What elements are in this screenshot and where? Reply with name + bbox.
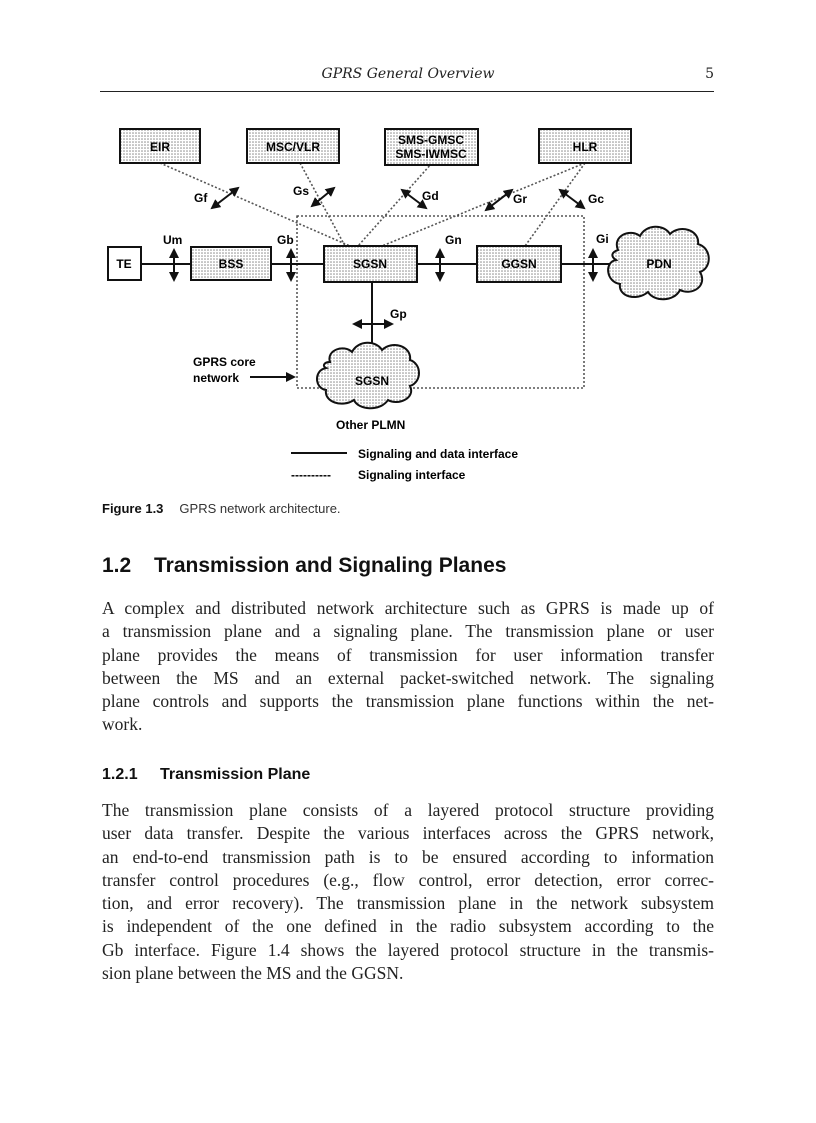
paragraph-line: plane controls and supports the transmission plane functions within the net- <box>102 691 714 712</box>
legend-solid-label: Signaling and data interface <box>358 447 519 461</box>
paragraph-line: Gb interface. Figure 1.4 shows the layered protocol structure in the transmis- <box>102 939 714 960</box>
other-sgsn-label: SGSN <box>354 374 390 388</box>
paragraph-line: a transmission plane and a signaling plane. The transmission plane or user <box>102 621 714 642</box>
legend-dashed-symbol: ---------- <box>291 468 331 482</box>
paragraph-line: work. <box>102 714 143 735</box>
paragraph-line: transfer control procedures (e.g., flow control, error detection, error correc- <box>102 869 714 890</box>
paragraph-line: user data transfer. Despite the various interfaces across the GPRS network, <box>102 823 714 844</box>
paragraph-transmission-plane <box>102 799 714 985</box>
paragraph-line: The transmission plane consists of a layered protocol structure providing <box>102 800 714 820</box>
gn-label: Gn <box>445 233 462 247</box>
paragraph-line: sion plane between the MS and the GGSN. <box>102 963 404 984</box>
core-network-label-line1: GPRS core <box>193 355 256 369</box>
paragraph-line: A complex and distributed network architecture such as GPRS is made up of <box>102 598 714 618</box>
figure-caption-label: Figure 1.3 <box>102 501 164 516</box>
subsection-number: 1.2.1 <box>102 766 138 783</box>
gf-label: Gf <box>194 191 208 205</box>
eir-label: EIR <box>149 140 171 154</box>
hlr-label: HLR <box>572 140 598 154</box>
ggsn-label: GGSN <box>501 257 537 271</box>
core-network-label-line2: network <box>193 371 240 385</box>
msc-vlr-label: MSC/VLR <box>266 140 320 154</box>
gc-label: Gc <box>588 192 605 206</box>
gd-label: Gd <box>422 189 439 203</box>
gb-label: Gb <box>277 233 294 247</box>
other-plmn-label: Other PLMN <box>336 418 406 432</box>
paragraph-intro <box>102 597 714 737</box>
section-heading <box>102 554 506 578</box>
subsection-heading <box>102 766 310 784</box>
paragraph-line: tion, and error recovery). The transmission plane in the network subsystem <box>102 893 714 914</box>
te-label: TE <box>116 257 132 271</box>
bss-label: BSS <box>218 257 244 271</box>
figure-caption <box>102 501 341 516</box>
sms-iwmsc-label: SMS-IWMSC <box>395 147 467 161</box>
figure-caption-text: GPRS network architecture. <box>179 501 341 516</box>
paragraph-line: an end-to-end transmission path is to be ensured according to information <box>102 846 714 867</box>
pdn-label: PDN <box>646 257 672 271</box>
sgsn-label: SGSN <box>352 257 388 271</box>
gp-label: Gp <box>390 307 407 321</box>
page-number: 5 <box>705 66 714 82</box>
paragraph-line: between the MS and an external packet-switched network. The signaling <box>102 667 714 688</box>
um-label: Um <box>163 233 183 247</box>
sms-gmsc-label: SMS-GMSC <box>398 133 464 147</box>
legend-dashed-label: Signaling interface <box>358 468 466 482</box>
running-header-title: GPRS General Overview <box>321 66 495 82</box>
gprs-architecture-diagram <box>100 115 720 490</box>
paragraph-line: plane provides the means of transmission for user information transfer <box>102 644 714 665</box>
gs-label: Gs <box>293 184 310 198</box>
gi-label: Gi <box>596 232 609 246</box>
section-title: Transmission and Signaling Planes <box>154 554 507 577</box>
subsection-title: Transmission Plane <box>160 766 311 783</box>
paragraph-line: is independent of the one defined in the radio subsystem according to the <box>102 916 714 937</box>
section-number: 1.2 <box>102 554 132 577</box>
gr-label: Gr <box>513 192 528 206</box>
header-rule <box>100 91 714 92</box>
